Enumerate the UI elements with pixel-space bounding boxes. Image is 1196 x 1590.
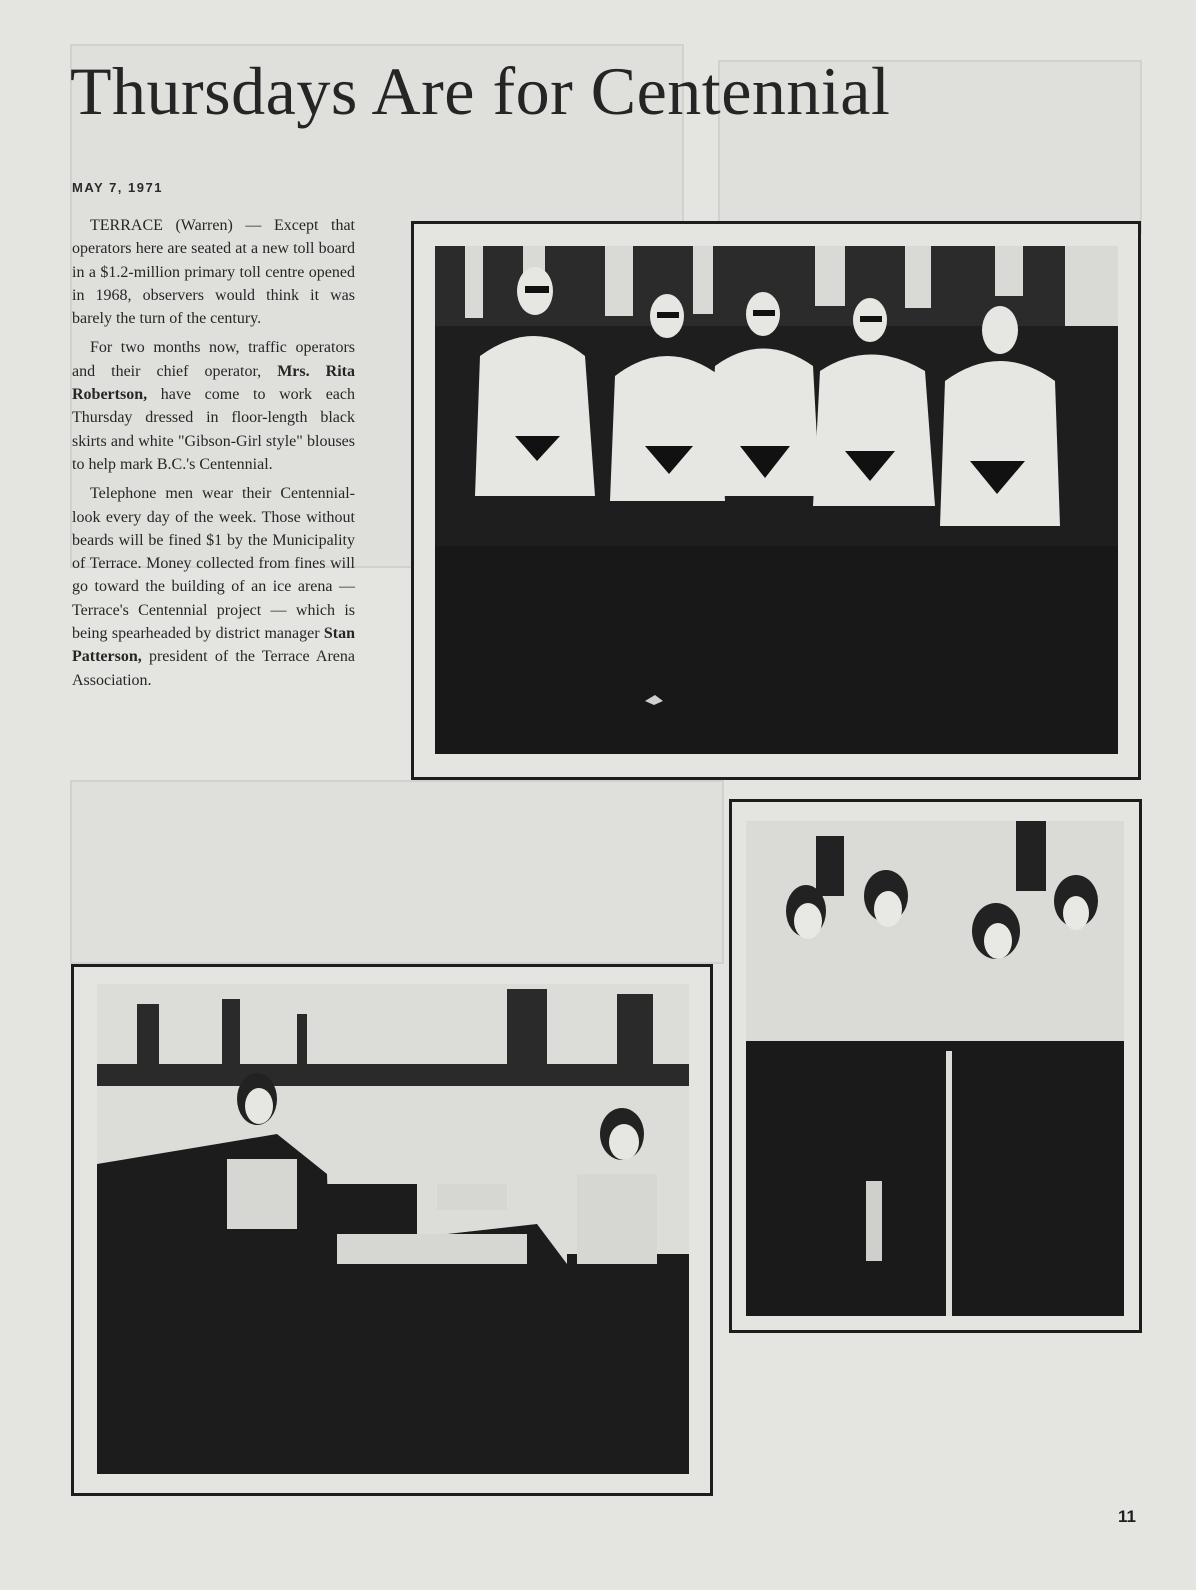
photo-frame-dryers [729, 799, 1142, 1333]
page-number: 11 [1118, 1507, 1136, 1526]
photo-operators-at-toll-board [97, 984, 689, 1474]
chief-operator-name: Mrs. Rita Robertson, [72, 362, 355, 404]
bleed-through-table [70, 780, 724, 964]
headline: Thursdays Are for Centennial [70, 53, 891, 129]
photo-operators-group [435, 246, 1118, 754]
article-paragraph-3: Telephone men wear their Centennial-look every day of the week. Those without beards will be fined $1 by the Municipality of Terrace. Money collected from fines will go toward the building of an ice arena — Terrace's Centennial project — which is being spearheaded by district manager Stan Patterson, president of the Terrace Arena Association. [72, 485, 355, 689]
dateline: MAY 7, 1971 [72, 180, 163, 195]
district-manager-name: Stan Patterson, [72, 625, 355, 666]
photo-frame-toll-board [71, 964, 713, 1496]
photo-frame-group [411, 221, 1141, 780]
photo-operators-under-dryers [746, 821, 1124, 1316]
article-paragraph-1: TERRACE (Warren) — Except that operators here are seated at a new toll board in a $1.2-million primary toll centre opened in 1968, observers would think it was barely the turn of the century. [72, 217, 355, 328]
article-paragraph-2: For two months now, traffic operators and their chief operator, Mrs. Rita Robertson, have come to work each Thursday dressed in floor-length black skirts and white "Gibson-Girl style" blouses to help mark B.C.'s Centennial. [72, 339, 355, 473]
article-body [72, 214, 355, 698]
